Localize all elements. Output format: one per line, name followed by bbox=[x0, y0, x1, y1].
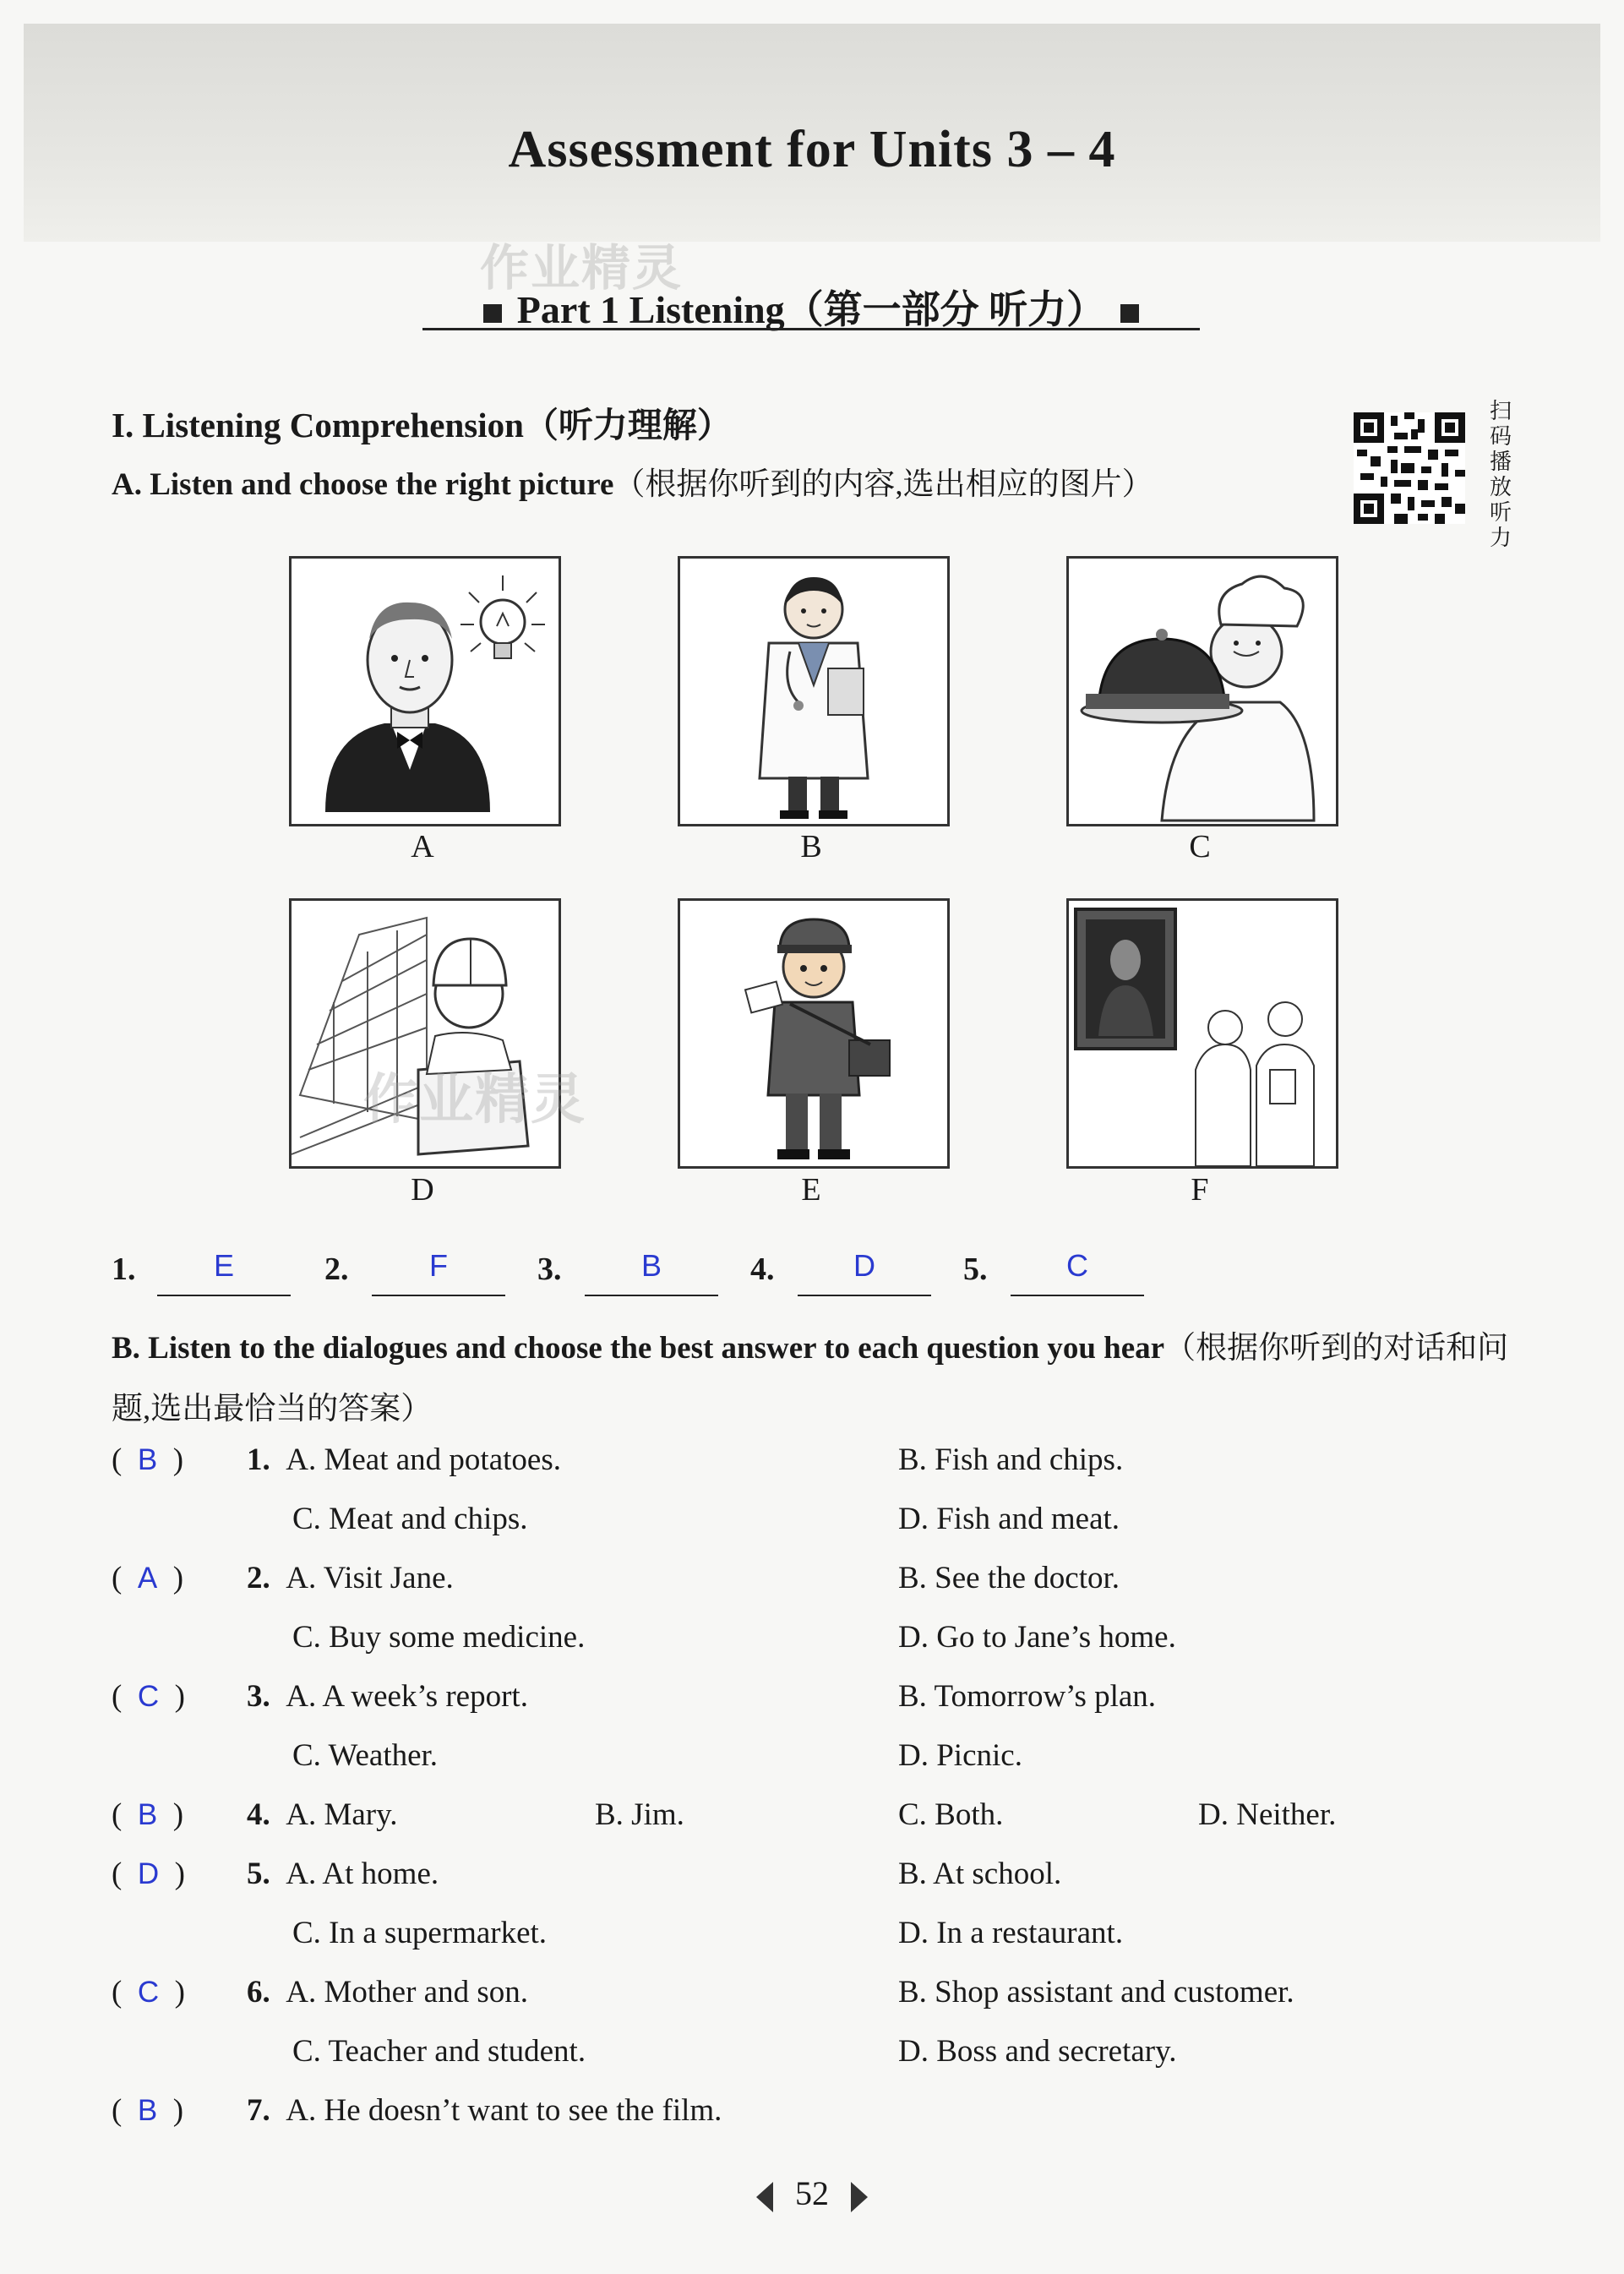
answer-a-item-5 bbox=[963, 1248, 1088, 1288]
answer-a-blank[interactable]: B bbox=[585, 1251, 718, 1296]
chef-icon bbox=[1069, 559, 1336, 824]
question-b-7 bbox=[247, 2092, 722, 2129]
page-title: Assessment for Units 3 – 4 bbox=[508, 121, 1116, 178]
picture-d-label: D bbox=[411, 1172, 434, 1208]
answer-a-blank[interactable]: C bbox=[1011, 1251, 1144, 1296]
answer-letter: A bbox=[137, 1562, 158, 1595]
option-c: C. Both. bbox=[898, 1797, 1004, 1832]
question-number: 2. bbox=[247, 1561, 270, 1595]
option-d: D. In a restaurant. bbox=[898, 1916, 1124, 1950]
answer-a-blank[interactable]: E bbox=[157, 1251, 291, 1296]
option-b: B. At school. bbox=[898, 1857, 1062, 1891]
next-page-icon[interactable] bbox=[851, 2182, 868, 2212]
option-a: A. A week’s report. bbox=[286, 1679, 528, 1714]
picture-e-label: E bbox=[801, 1172, 821, 1208]
option-c: C. Teacher and student. bbox=[292, 2034, 586, 2069]
option-a: A. Meat and potatoes. bbox=[286, 1442, 561, 1477]
answer-a-num: 1. bbox=[112, 1252, 136, 1287]
part-header-text: Part 1 Listening（第一部分 听力） bbox=[516, 288, 1106, 331]
picture-e bbox=[678, 898, 950, 1169]
answer-a-item-4 bbox=[750, 1248, 875, 1288]
option-b: B. Tomorrow’s plan. bbox=[898, 1679, 1157, 1714]
option-c: C. In a supermarket. bbox=[292, 1916, 548, 1950]
question-number: 4. bbox=[247, 1797, 270, 1832]
answer-letter: B bbox=[137, 1443, 158, 1476]
question-b-3 bbox=[247, 1678, 528, 1715]
watermark: 作业精灵 bbox=[363, 1069, 586, 1132]
question-b-4 bbox=[247, 1797, 397, 1833]
answer-a-num: 2. bbox=[324, 1252, 349, 1287]
qr-code-icon[interactable] bbox=[1354, 412, 1465, 524]
answer-paren[interactable]: ( C ) bbox=[112, 1975, 185, 2010]
option-d: D. Fish and meat. bbox=[898, 1502, 1120, 1536]
picture-c-label: C bbox=[1189, 829, 1211, 864]
option-b: B. Shop assistant and customer. bbox=[898, 1975, 1294, 2010]
option-a: A. At home. bbox=[286, 1857, 439, 1891]
qr-label-char: 播 bbox=[1489, 450, 1512, 475]
option-d: D. Go to Jane’s home. bbox=[898, 1620, 1176, 1655]
option-a: A. He doesn’t want to see the film. bbox=[286, 2093, 722, 2128]
answer-letter: D bbox=[137, 1857, 160, 1890]
answer-a-item-2 bbox=[324, 1248, 448, 1288]
qr-scan-label bbox=[1484, 399, 1518, 551]
picture-b-label: B bbox=[800, 829, 822, 864]
previous-page-icon[interactable] bbox=[756, 2182, 773, 2212]
picture-f-label: F bbox=[1191, 1172, 1209, 1208]
inventor-lightbulb-icon bbox=[292, 559, 559, 824]
answer-a-num: 4. bbox=[750, 1252, 775, 1287]
option-c: C. Buy some medicine. bbox=[292, 1620, 586, 1655]
picture-f bbox=[1066, 898, 1338, 1169]
answer-paren[interactable]: ( B ) bbox=[112, 1797, 184, 1832]
section-b-heading bbox=[112, 1318, 1514, 1440]
section-i-title: I. Listening Comprehension（听力理解） bbox=[112, 406, 732, 444]
question-b-6 bbox=[247, 1974, 528, 2010]
painting-gallery-icon bbox=[1069, 901, 1336, 1166]
question-number: 6. bbox=[247, 1975, 270, 2010]
part-header-underline bbox=[422, 328, 1200, 330]
question-number: 7. bbox=[247, 2093, 270, 2128]
picture-a bbox=[289, 556, 561, 826]
section-b-label: B. Listen to the dialogues and choose the best answer to each question you hear bbox=[112, 1331, 1165, 1366]
option-a: A. Mary. bbox=[286, 1797, 398, 1832]
answer-a-blank[interactable]: F bbox=[372, 1251, 505, 1296]
answer-paren[interactable]: ( B ) bbox=[112, 2093, 184, 2128]
question-number: 3. bbox=[247, 1679, 270, 1714]
question-number: 5. bbox=[247, 1857, 270, 1891]
answer-a-blank[interactable]: D bbox=[798, 1251, 931, 1296]
page-number: 52 bbox=[795, 2174, 829, 2212]
answer-paren[interactable]: ( D ) bbox=[112, 1857, 185, 1891]
option-d: D. Boss and secretary. bbox=[898, 2034, 1177, 2069]
answer-letter: C bbox=[137, 1680, 160, 1713]
answer-paren[interactable]: ( B ) bbox=[112, 1442, 184, 1477]
qr-label-char: 力 bbox=[1489, 526, 1512, 551]
answer-letter: C bbox=[137, 1976, 160, 2009]
doctor-icon bbox=[680, 559, 947, 824]
square-bullet-icon bbox=[1120, 304, 1139, 323]
option-a: A. Mother and son. bbox=[286, 1975, 528, 2010]
postman-icon bbox=[680, 901, 947, 1166]
section-a-label: A. Listen and choose the right picture bbox=[112, 467, 614, 502]
question-number: 1. bbox=[247, 1442, 270, 1477]
question-b-1 bbox=[247, 1442, 561, 1478]
qr-label-char: 听 bbox=[1489, 500, 1512, 526]
section-b-instruction: （根据你听到的对话和问题,选出最恰当的答案） bbox=[112, 1331, 1509, 1426]
picture-a-label: A bbox=[411, 829, 434, 864]
answer-a-num: 5. bbox=[963, 1252, 988, 1287]
option-b: B. Jim. bbox=[595, 1797, 684, 1832]
qr-label-char: 码 bbox=[1489, 424, 1512, 450]
option-d: D. Picnic. bbox=[898, 1738, 1022, 1773]
option-b: B. Fish and chips. bbox=[898, 1442, 1124, 1477]
question-b-2 bbox=[247, 1560, 454, 1596]
option-b: B. See the doctor. bbox=[898, 1561, 1120, 1595]
answer-letter: B bbox=[137, 1798, 158, 1831]
section-a-instruction: （根据你听到的内容,选出相应的图片） bbox=[613, 467, 1153, 502]
answer-paren[interactable]: ( A ) bbox=[112, 1561, 184, 1595]
picture-c bbox=[1066, 556, 1338, 826]
qr-label-char: 扫 bbox=[1489, 399, 1512, 424]
answer-a-item-3 bbox=[537, 1248, 662, 1288]
option-c: C. Weather. bbox=[292, 1738, 439, 1773]
picture-b bbox=[678, 556, 950, 826]
answer-paren[interactable]: ( C ) bbox=[112, 1679, 185, 1714]
answer-a-num: 3. bbox=[537, 1252, 562, 1287]
page-footer bbox=[0, 2173, 1624, 2213]
qr-label-char: 放 bbox=[1489, 475, 1512, 500]
option-d: D. Neither. bbox=[1198, 1797, 1337, 1832]
option-a: A. Visit Jane. bbox=[286, 1561, 454, 1595]
watermark: 作业精灵 bbox=[480, 239, 684, 297]
part-header bbox=[422, 279, 1200, 335]
answer-a-item-1 bbox=[112, 1248, 234, 1288]
answer-letter: B bbox=[137, 2094, 158, 2127]
square-bullet-icon bbox=[483, 304, 502, 323]
section-a-heading bbox=[112, 458, 1153, 504]
question-b-5 bbox=[247, 1856, 439, 1892]
option-c: C. Meat and chips. bbox=[292, 1502, 528, 1536]
